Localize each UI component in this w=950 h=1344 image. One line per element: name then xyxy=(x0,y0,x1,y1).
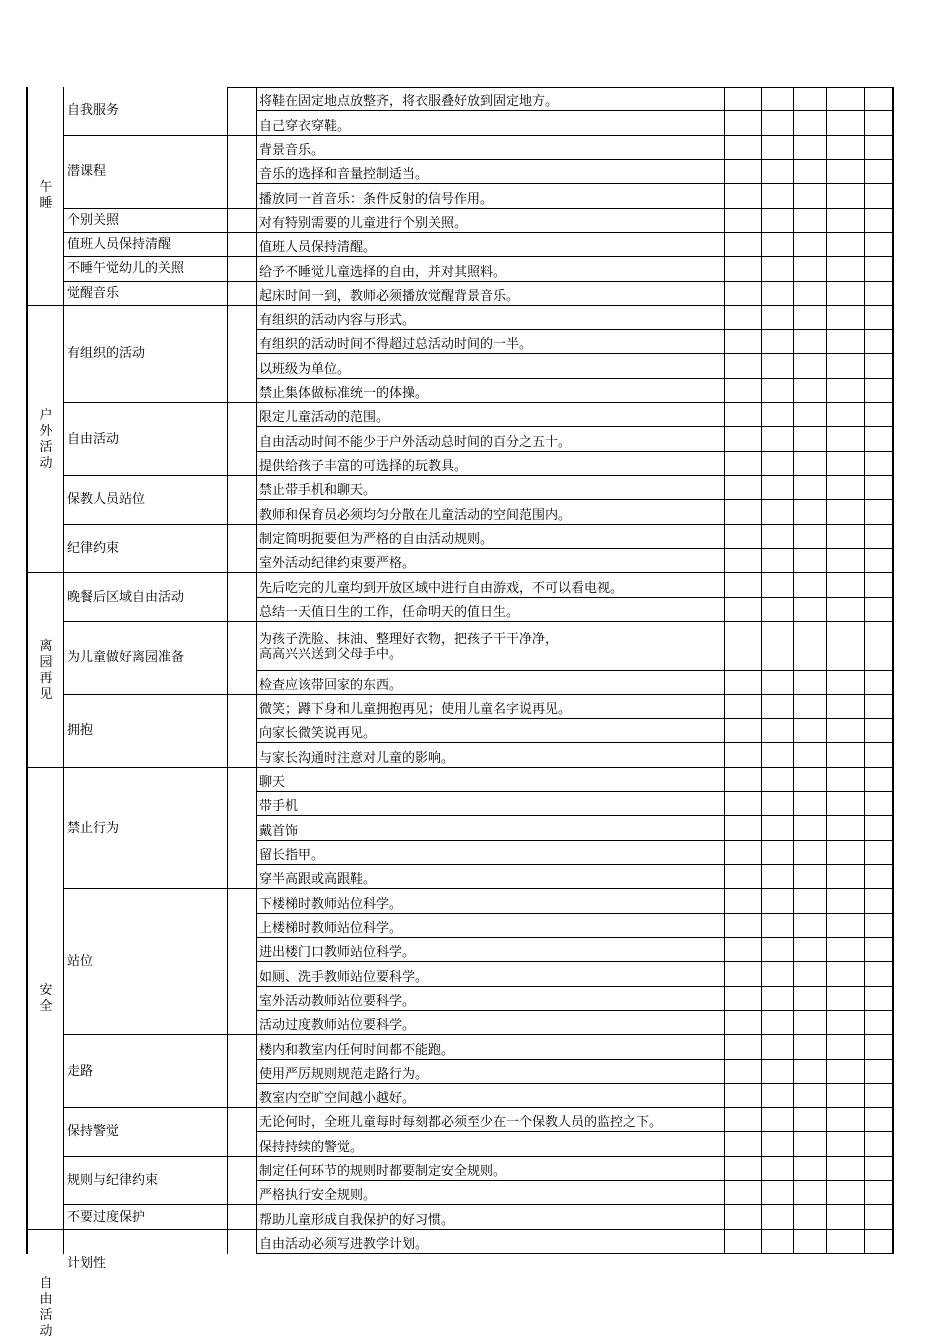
criteria-text: 楼内和教室内任何时间都不能跑。 xyxy=(259,1042,455,1058)
criteria-text: 以班级为单位。 xyxy=(259,361,351,377)
criteria-text: 严格执行安全规则。 xyxy=(259,1188,377,1204)
criteria-text: 总结一天值日生的工作，任命明天的值日生。 xyxy=(259,604,520,620)
category-label: 午睡 xyxy=(39,180,53,212)
criteria-text: 自己穿衣穿鞋。 xyxy=(259,118,351,134)
criteria-text: 对有特别需要的儿童进行个别关照。 xyxy=(259,215,468,231)
grid-col-line xyxy=(227,87,228,1254)
item-row-border xyxy=(256,1083,893,1084)
grid-col-line xyxy=(256,87,257,1254)
criteria-text: 教师和保育员必须均匀分散在儿童活动的空间范围内。 xyxy=(259,507,572,523)
criteria-text: 自由活动时间不能少于户外活动总时间的百分之五十。 xyxy=(259,434,572,450)
criteria-text: 使用严厉规则规范走路行为。 xyxy=(259,1066,429,1082)
item-row-border xyxy=(256,1034,893,1035)
grid-col-line xyxy=(724,87,725,1254)
category-label: 离园再见 xyxy=(39,638,53,702)
item-row-border xyxy=(256,402,893,403)
subcategory-label: 拥抱 xyxy=(67,723,94,739)
item-row-border xyxy=(256,864,893,865)
subcategory-label: 规则与纪律约束 xyxy=(67,1173,159,1189)
subcategory-label: 禁止行为 xyxy=(67,820,120,836)
criteria-text: 室外活动教师站位要科学。 xyxy=(259,993,416,1009)
item-row-border xyxy=(256,1010,893,1011)
item-row-border xyxy=(256,815,893,816)
item-row-border xyxy=(256,329,893,330)
criteria-text: 禁止集体做标准统一的体操。 xyxy=(259,386,429,402)
item-row-border xyxy=(256,718,893,719)
subcategory-label: 不要过度保护 xyxy=(67,1209,146,1225)
subcategory-label: 纪律约束 xyxy=(67,540,120,556)
item-row-border xyxy=(256,159,893,160)
subcategory-label: 走路 xyxy=(67,1063,94,1079)
criteria-text: 室外活动纪律约束要严格。 xyxy=(259,556,416,572)
section-border xyxy=(26,305,256,306)
item-row-border xyxy=(256,694,893,695)
subcategory-label: 有组织的活动 xyxy=(67,346,146,362)
criteria-text: 给予不睡觉儿童选择的自由，并对其照料。 xyxy=(259,264,507,280)
item-row-border xyxy=(256,232,893,233)
criteria-text: 聊天 xyxy=(259,775,286,791)
criteria-text: 带手机 xyxy=(259,799,299,815)
subcategory-label: 保教人员站位 xyxy=(67,492,146,508)
criteria-text: 教室内空旷空间越小越好。 xyxy=(259,1091,416,1107)
criteria-text: 为孩子洗脸、抹油、整理好衣物，把孩子干干净净， 高高兴兴送到父母手中。 xyxy=(259,632,559,663)
criteria-text: 值班人员保持清醒。 xyxy=(259,240,377,256)
item-row-border xyxy=(256,1204,893,1205)
item-row-border xyxy=(256,451,893,452)
section-border xyxy=(26,767,256,768)
criteria-text: 提供给孩子丰富的可选择的玩教具。 xyxy=(259,459,468,474)
item-row-border xyxy=(256,110,893,111)
item-row-border xyxy=(256,183,893,184)
subcategory-label: 计划性 xyxy=(67,1256,107,1271)
criteria-text: 与家长沟通时注意对儿童的影响。 xyxy=(259,750,455,766)
criteria-text: 微笑；蹲下身和儿童拥抱再见；使用儿童名字说再见。 xyxy=(259,702,572,718)
criteria-text: 穿半高跟或高跟鞋。 xyxy=(259,872,377,888)
category-label: 户外活动 xyxy=(39,407,53,471)
subcategory-label: 值班人员保持清醒 xyxy=(67,237,172,253)
criteria-text: 背景音乐。 xyxy=(259,142,325,158)
item-row-border xyxy=(256,1059,893,1060)
criteria-text: 戴首饰 xyxy=(259,823,299,839)
item-row-border xyxy=(256,572,893,573)
item-row-border xyxy=(256,281,893,282)
criteria-text: 起床时间一到，教师必须播放觉醒背景音乐。 xyxy=(259,288,520,304)
criteria-text: 有组织的活动时间不得超过总活动时间的一半。 xyxy=(259,337,533,353)
item-row-border xyxy=(256,1131,893,1132)
item-row-border xyxy=(256,597,893,598)
criteria-text: 将鞋在固定地点放整齐，将衣服叠好放到固定地方。 xyxy=(259,94,559,110)
criteria-text: 禁止带手机和聊天。 xyxy=(259,483,377,499)
criteria-text: 向家长微笑说再见。 xyxy=(259,726,377,742)
grid-col-line xyxy=(63,87,64,1254)
item-row-border xyxy=(256,1229,893,1230)
criteria-text: 帮助儿童形成自我保护的好习惯。 xyxy=(259,1212,455,1228)
item-row-border xyxy=(256,621,893,622)
grid-left-border xyxy=(26,87,28,1254)
item-row-border xyxy=(256,499,893,500)
subcategory-label: 觉醒音乐 xyxy=(67,285,120,301)
item-row-border xyxy=(256,1180,893,1181)
criteria-text: 活动过度教师站位要科学。 xyxy=(259,1018,416,1034)
item-row-border xyxy=(256,548,893,549)
criteria-text: 进出楼门口教师站位科学。 xyxy=(259,945,416,961)
item-row-border xyxy=(256,961,893,962)
grid-right-border xyxy=(892,87,894,1254)
item-row-border xyxy=(256,426,893,427)
item-row-border xyxy=(256,1156,893,1157)
criteria-text: 自由活动必须写进教学计划。 xyxy=(259,1237,429,1252)
criteria-text: 保持持续的警觉。 xyxy=(259,1139,364,1155)
subcategory-label: 晚餐后区域自由活动 xyxy=(67,589,185,605)
checkbox-col-line xyxy=(793,87,794,1254)
category-label: 自由活动 xyxy=(39,1276,53,1339)
item-row-border xyxy=(256,475,893,476)
subcategory-label: 潜课程 xyxy=(67,164,107,180)
criteria-text: 留长指甲。 xyxy=(259,848,325,863)
item-row-border xyxy=(256,1253,893,1254)
criteria-text: 如厕、洗手教师站位要科学。 xyxy=(259,969,429,985)
item-row-border xyxy=(256,378,893,379)
item-row-border xyxy=(256,888,893,889)
criteria-text: 播放同一首音乐：条件反射的信号作用。 xyxy=(259,191,494,207)
item-row-border xyxy=(256,670,893,671)
item-row-border xyxy=(256,986,893,987)
criteria-text: 先后吃完的儿童均到开放区域中进行自由游戏，不可以看电视。 xyxy=(259,580,624,596)
criteria-text: 检查应该带回家的东西。 xyxy=(259,677,403,693)
criteria-text: 制定任何环节的规则时都要制定安全规则。 xyxy=(259,1164,507,1180)
item-row-border xyxy=(256,840,893,841)
item-row-border xyxy=(256,937,893,938)
category-label: 安全 xyxy=(39,982,53,1014)
criteria-text: 限定儿童活动的范围。 xyxy=(259,410,390,426)
item-row-border xyxy=(256,305,893,306)
item-row-border xyxy=(256,135,893,136)
subcategory-label: 保持警觉 xyxy=(67,1124,120,1140)
subcategory-label: 为儿童做好离园准备 xyxy=(67,650,185,666)
criteria-text: 音乐的选择和音量控制适当。 xyxy=(259,167,429,183)
section-border xyxy=(26,572,256,573)
grid-top-border xyxy=(227,87,893,88)
subcategory-label: 个别关照 xyxy=(67,212,120,228)
criteria-text: 有组织的活动内容与形式。 xyxy=(259,313,416,329)
subcategory-label: 自由活动 xyxy=(67,431,120,447)
criteria-text: 下楼梯时教师站位科学。 xyxy=(259,896,403,912)
checkbox-col-line xyxy=(864,87,865,1254)
item-row-border xyxy=(256,208,893,209)
subcategory-label: 自我服务 xyxy=(67,103,120,119)
item-row-border xyxy=(256,742,893,743)
item-row-border xyxy=(256,256,893,257)
subcategory-label: 不睡午觉幼儿的关照 xyxy=(67,261,185,277)
subcategory-label: 站位 xyxy=(67,954,94,970)
item-row-border xyxy=(256,791,893,792)
item-row-border xyxy=(256,1107,893,1108)
section-border xyxy=(26,1229,256,1230)
item-row-border xyxy=(256,913,893,914)
item-row-border xyxy=(256,524,893,525)
item-row-border xyxy=(256,767,893,768)
criteria-text: 上楼梯时教师站位科学。 xyxy=(259,920,403,936)
criteria-text: 制定简明扼要但为严格的自由活动规则。 xyxy=(259,531,494,547)
checkbox-col-line xyxy=(761,87,762,1254)
criteria-text: 无论何时，全班儿童每时每刻都必须至少在一个保教人员的监控之下。 xyxy=(259,1115,663,1131)
item-row-border xyxy=(256,353,893,354)
checkbox-col-line xyxy=(826,87,827,1254)
